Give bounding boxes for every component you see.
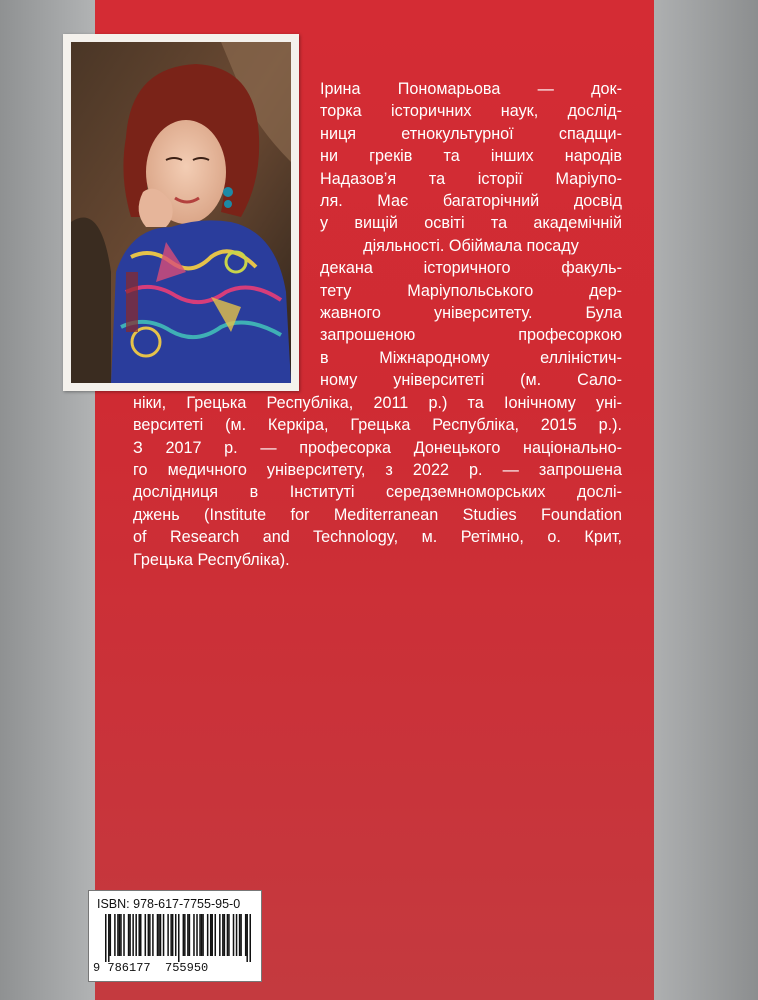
bio-line: ниця етнокультурної спадщи- — [320, 124, 622, 143]
barcode-digits: 9 786177 755950 — [93, 961, 209, 975]
bio-line: Надазов’я та історії Маріупо- — [320, 169, 622, 188]
author-portrait-image — [71, 42, 291, 383]
bio-line: Грецька Республіка). — [133, 550, 290, 569]
bio-line: у вищій освіті та академічній — [320, 214, 622, 233]
author-photo — [63, 34, 299, 391]
bio-line: джень (Institute for Mediterranean Studies Foundation — [133, 505, 622, 524]
bio-line: жавного університету. Була — [320, 304, 622, 323]
bio-line: декана історичного факуль- — [320, 259, 622, 278]
bio-line: ному університеті (м. Сало- — [320, 371, 622, 390]
bio-line: ля. Має багаторічний досвід — [320, 192, 622, 211]
bio-line: тету Маріупольського дер- — [320, 281, 622, 300]
bio-line: дослідниця в Інституті середземноморських дослі- — [133, 483, 622, 502]
author-biography — [133, 78, 622, 571]
bio-line: го медичного університету, з 2022 р. — запрошена — [133, 460, 622, 479]
isbn-barcode-block — [88, 890, 262, 982]
isbn-number: ISBN: 978-617-7755-95-0 — [97, 897, 241, 911]
barcode-icon — [105, 914, 251, 962]
bio-line: в Міжнародному елліністич- — [320, 348, 622, 367]
bio-line: запрошеною професоркою — [320, 326, 622, 345]
bio-line: верситеті (м. Керкіра, Грецька Республіка, 2015 р.). — [133, 416, 622, 435]
bio-line: діяльності. Обіймала посаду — [363, 236, 579, 255]
bio-line: торка історичних наук, дослід- — [320, 102, 622, 121]
bio-line: Ірина Пономарьова — док- — [320, 80, 622, 98]
bio-line: of Research and Technology, м. Ретімно, о. Крит, — [133, 528, 622, 547]
bio-line: ни греків та інших народів — [320, 147, 622, 166]
bio-line: З 2017 р. — професорка Донецького національно- — [133, 438, 622, 457]
bio-line: ніки, Грецька Республіка, 2011 р.) та Іонічному уні- — [133, 393, 622, 412]
